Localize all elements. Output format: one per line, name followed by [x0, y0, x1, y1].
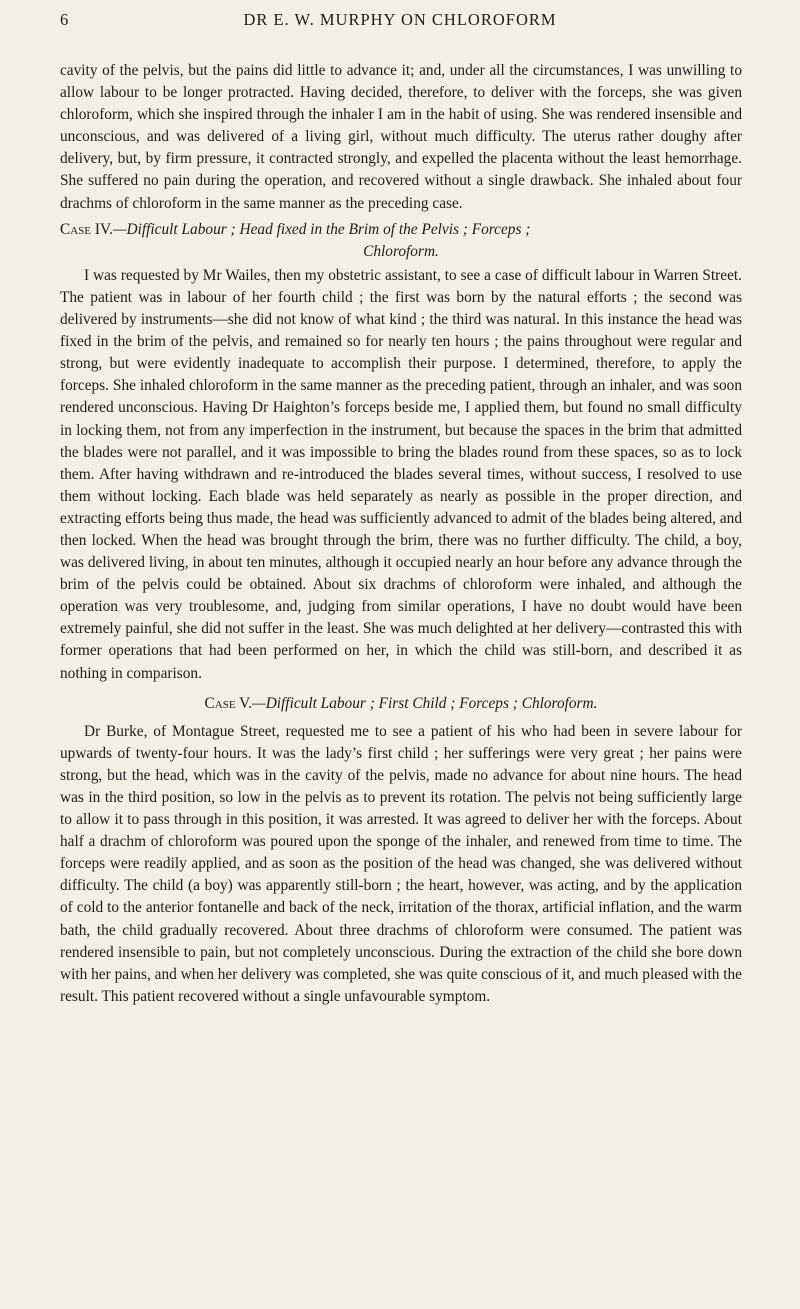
case-iv-title: —Difficult Labour ; Head fixed in the Brim of the Pelvis ; Forceps ; — [112, 220, 531, 238]
case-v-label: Case V. — [204, 694, 253, 712]
case-iv-heading — [60, 219, 742, 263]
case-v-heading — [60, 693, 742, 715]
case-iv-label: Case IV. — [60, 220, 113, 238]
case-iv-title-continuation: Chloroform. — [363, 242, 439, 260]
running-head — [60, 10, 740, 34]
case-iv-paragraph: I was requested by Mr Wailes, then my obstetric assistant, to see a case of difficult labour in Warren Street. The patient was in labour of her fourth child ; the first was born by the natural efforts ; the second was delivered by instruments—she did not know of what kind ; the third was natural. In this instance the head was fixed in the brim of the pelvis, and remained so for nearly ten hours ; the pains throughout were regular and strong, but were evidently inadequate to accomplish their purpose. I determined, therefore, to apply the forceps. She inhaled chloroform in the same manner as the preceding patient, through an inhaler, and was soon rendered unconscious. Having Dr Haighton’s forceps beside me, I applied them, but found no small difficulty in locking them, not from any imperfection in the instrument, but because the spaces in the brim that admitted the blades were not parallel, and it was impossible to bring the blades round from these spaces, so as to lock them. After having withdrawn and re-introduced the blades several times, without success, I resolved to use them without locking. Each blade was held separately as nearly as possible in the proper direction, and extracting efforts being thus made, the head was sufficiently advanced to admit of the blades being altered, and then locked. When the head was brought through the brim, there was no further difficulty. The child, a boy, was delivered living, in about ten minutes, although it occupied nearly an hour before any advance through the brim of the pelvis could be obtained. About six drachms of chloroform were inhaled, and although the operation was very troublesome, and, judging from similar operations, I have no doubt would have been extremely painful, she did not suffer in the least. She was much delighted at her delivery—contrasted this with former operations that had been performed on her, in which the child was still-born, and described it as nothing in comparison. — [60, 266, 742, 682]
page-number: 6 — [60, 10, 69, 29]
case-v-title: —Difficult Labour ; First Child ; Forceps ; Chloroform. — [252, 694, 598, 712]
paragraph-continuation: cavity of the pelvis, but the pains did little to advance it; and, under all the circumstances, I was unwilling to allow labour to be longer protracted. Having decided, therefore, to deliver with the forceps, she was given chloroform, which she inspired through the inhaler I am in the habit of using. She was rendered insensible and unconscious, and was delivered of a living girl, without much difficulty. The uterus rather doughy after delivery, but, by firm pressure, it contracted strongly, and expelled the placenta without the least hemorrhage. She suffered no pain during the operation, and recovered without a single drawback. She inhaled about four drachms of chloroform in the same manner as the preceding case. — [60, 62, 742, 212]
body-text — [60, 60, 742, 1008]
running-title: DR E. W. MURPHY ON CHLOROFORM — [243, 10, 557, 29]
case-v-paragraph: Dr Burke, of Montague Street, requested me to see a patient of his who had been in severe labour for upwards of twenty-four hours. It was the lady’s first child ; her sufferings were very great ; her pains were strong, but the head, which was in the cavity of the pelvis, made no advance for about nine hours. The head was in the third position, so low in the pelvis as to prevent its rotation. The pelvis not being sufficiently large to allow it to pass through in this position, it was arrested. It was agreed to deliver her with the forceps. About half a drachm of chloroform was poured upon the sponge of the inhaler, and renewed from time to time. The forceps were readily applied, and as soon as the position of the head was changed, she was delivered without difficulty. The child (a boy) was apparently still-born ; the heart, however, was acting, and by the application of cold to the anterior fontanelle and back of the neck, irritation of the thorax, artificial inflation, and the warm bath, the child gradually recovered. About three drachms of chloroform were consumed. The patient was rendered insensible to pain, but not completely unconscious. During the extraction of the child she bore down with her pains, and when her delivery was completed, she was quite conscious of it, and much pleased with the result. This patient recovered without a single unfavourable symptom. — [60, 722, 742, 1005]
